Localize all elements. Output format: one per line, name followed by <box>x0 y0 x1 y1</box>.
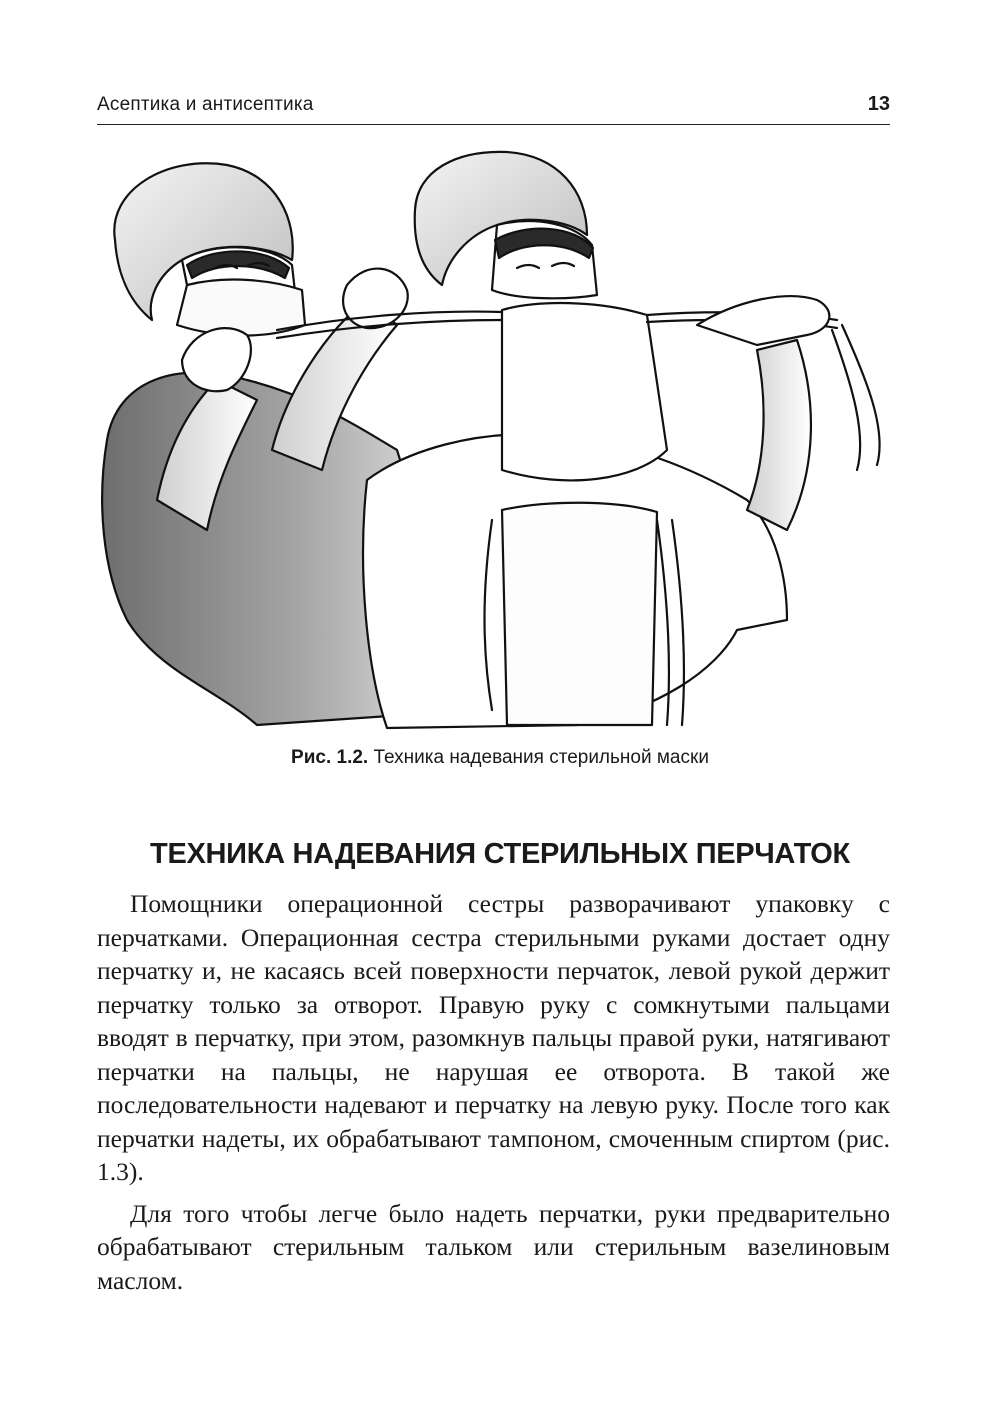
figure-caption <box>0 747 1000 769</box>
body-paragraph: Для того чтобы легче было надеть перчатки, руки предварительно обрабатывают стерильным тальком или стерильным вазелиновым маслом. <box>97 1198 890 1295</box>
running-header-title: Асептика и антисептика <box>97 94 314 115</box>
mask-technique-illustration <box>97 150 890 730</box>
figure-caption-label: Рис. 1.2. <box>291 747 369 768</box>
figure-illustration <box>97 150 890 730</box>
section-body <box>97 887 890 1297</box>
figure-caption-text: Техника надевания стерильной маски <box>368 747 709 768</box>
page-number: 13 <box>867 93 890 115</box>
section-heading: ТЕХНИКА НАДЕВАНИЯ СТЕРИЛЬНЫХ ПЕРЧАТОК <box>150 838 850 870</box>
page-header <box>97 88 890 125</box>
body-paragraph: Помощники операционной сестры разворачивают упаковку с перчатками. Операционная сестра стерильными руками достает одну перчатку и, не касаясь всей поверхности перчаток, левой рукой держит перчатку только за отворот. Правую руку с сомкнутыми пальцами вводят в перчатку, при этом, разомкнув пальцы правой руки, натягивают перчатки на пальцы, не нарушая ее отворота. В такой же последовательности надевают и перчатку на левую руку. После того как перчатки надеты, их обрабатывают тампоном, смоченным спиртом (рис. 1.3). <box>97 889 890 1186</box>
